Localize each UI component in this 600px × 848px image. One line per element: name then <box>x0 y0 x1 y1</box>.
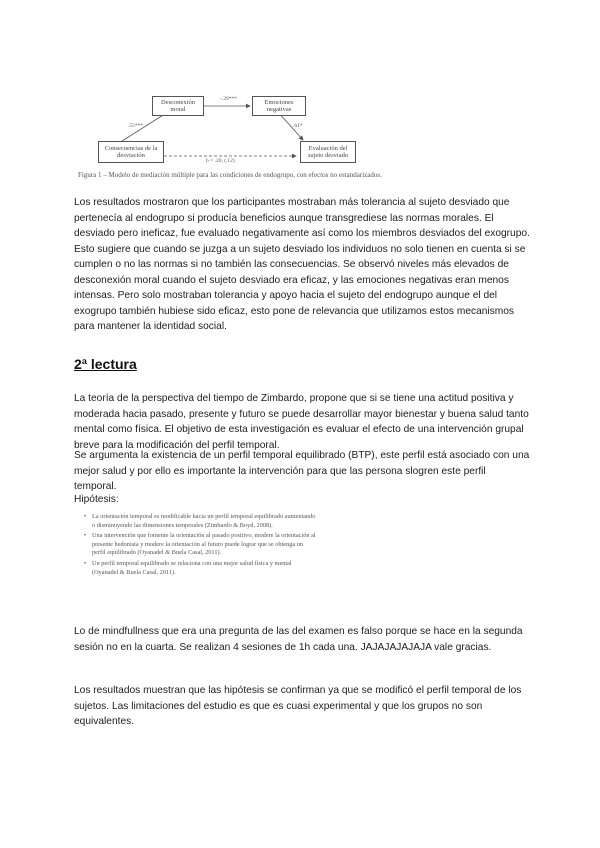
hypothesis-item: • Un perfil temporal equilibrado se relaciona con una mejor salud física y mental (Oyanadel & Buela Casal, 2011). <box>84 560 316 577</box>
node-negative-emotions: Emociones negativas <box>252 96 306 116</box>
figure-caption: Figura 1 – Modelo de mediación múltiple para las condiciones de endogrupo, con efectos no estandarizados. <box>78 171 382 179</box>
label-path-direct: b = .20, (.12) <box>206 158 235 164</box>
section-heading: 2ª lectura <box>74 356 137 372</box>
paragraph-results-1: Los resultados mostraron que los participantes mostraban más tolerancia al sujeto desviado que pertenecía al endogrupo si producía beneficios aunque transgrediese las normas morales. El desviado pero ineficaz, fue evaluado negativamente así como los miembros desviados del exogrupo. Esto sugiere que cuando se juzga a un sujeto desviado los individuos no solo tienen en cuenta si se cumplen o no las normas si no también las consecuencias. Se observó niveles más elevados de desconexión moral cuando el sujeto desviado era eficaz, y las emociones negativas eran menos intensas. Pero solo mostraban tolerancia y apoyo hacia el sujeto del endogrupo aunque el del exogrupo también hubiese sido eficaz, esto pone de relevancia que utilizamos estos mecanismos para mantener la identidad social. <box>74 197 530 332</box>
hypothesis-item: • La orientación temporal es modificable hacia un perfil temporal equilibrado aumentando o disminuyendo las dimensiones temporales (Zimbardo & Boyd, 2008). <box>84 513 316 530</box>
paragraph-results-2: Los resultados muestran que las hipótesis se confirman ya que se modificó el perfil temporal de los sujetos. Las limitaciones del estudio es que es cuasi experimental y que los grupos no son equivalentes. <box>74 685 522 727</box>
hypothesis-item: • Una intervención que fomente la orientación al pasado positivo, modere la orientación al presente hedonista y modere la orientación al futuro puede lograr que se obtenga un perfil equilibrado (Oyanadel & Buela Casal, 2011). <box>84 532 316 558</box>
node-moral-disengagement: Desconexión moral <box>152 96 204 116</box>
hypotheses-title: Hipótesis: <box>74 494 119 505</box>
label-path-left: .55*** <box>128 123 144 129</box>
paragraph-zimbardo: La teoría de la perspectiva del tiempo de Zimbardo, propone que si se tiene una actitud positiva y moderada hacia pasado, presente y futuro se puede desarrollar mayor bienestar y buena salud tanto mental como física. El objetivo de esta investigación es evaluar el efecto de una intervención grupal breve para la modificación del perfil temporal. <box>74 393 529 451</box>
node-deviation-consequences: Consecuencias de la desviación <box>98 141 164 163</box>
hypotheses-list <box>84 513 316 579</box>
label-path-top: -.39*** <box>220 96 237 102</box>
label-path-right: .61* <box>293 123 303 129</box>
node-deviant-evaluation: Evaluación del sujeto desviado <box>300 141 356 163</box>
paragraph-btp: Se argumenta la existencia de un perfil temporal equilibrado (BTP), este perfil está asociado con una mejor salud y por ello es importante la intervención para que las persona slogren este perfil temporal. <box>74 450 530 492</box>
paragraph-mindfulness: Lo de mindfullness que era una pregunta de las del examen es falso porque se hace en la segunda sesión no en la cuarta. Se realizan 4 sesiones de 1h cada una. JAJAJAJAJAJA vale gracias. <box>74 626 523 653</box>
